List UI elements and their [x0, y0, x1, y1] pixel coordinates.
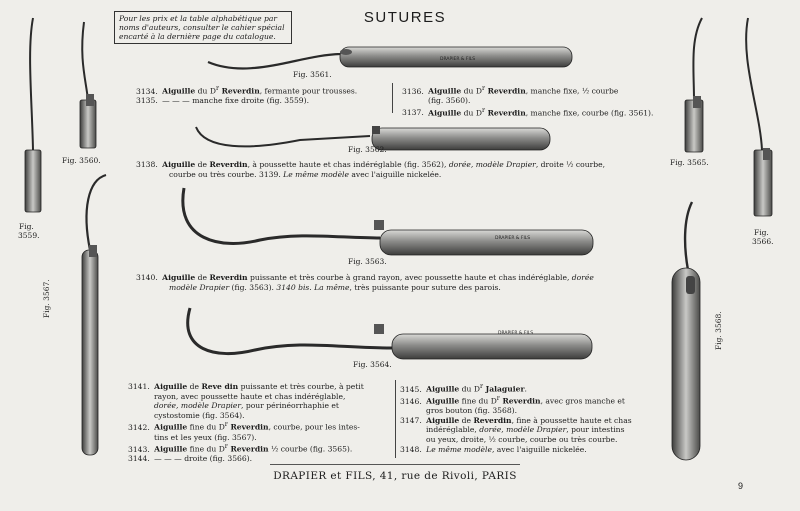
entry-number: 3147. — [400, 415, 422, 425]
entry-name: Reverdin — [218, 86, 260, 96]
entry-italic: dorée, modèle Drapier — [154, 401, 242, 411]
fig-label-3565: Fig. 3565. — [670, 158, 709, 167]
entries-left-column — [128, 382, 390, 464]
notice-line-3: encarté à la dernière page du catalogue. — [119, 32, 276, 41]
entry-rest: , à poussette haute et chas indéréglable (fig. 3562), — [247, 160, 449, 169]
entry-mid: fine du D — [459, 396, 497, 406]
price-notice-box — [114, 11, 292, 44]
fig-label-3567: Fig. 3567. — [42, 279, 51, 318]
column-divider — [395, 380, 396, 458]
entry-rest: , manche fixe, ½ courbe — [525, 86, 619, 96]
entry-italic: La même — [311, 282, 350, 292]
entry-line3: , pour périnéorrhaphie et — [241, 401, 339, 411]
entry-rest: ½ courbe (fig. 3565). — [268, 444, 353, 454]
entry-name: Reverdin — [484, 86, 526, 96]
entries-right-column — [400, 382, 670, 454]
entry-name: Reverdin — [484, 108, 526, 118]
page-number: 9 — [738, 481, 744, 491]
entry-line2: rayon, avec poussette haute et chas indéréglable, — [154, 391, 346, 401]
footer-rule — [270, 464, 520, 465]
entry-3140 — [136, 273, 594, 292]
entry-number: 3136. — [402, 86, 424, 96]
footer-address: DRAPIER et FILS, 41, rue de Rivoli, PARIS — [273, 470, 517, 482]
entry-italic: Le même modèle — [426, 444, 492, 454]
entry-name: Reverdin — [499, 396, 541, 406]
entry-mid: du D — [195, 86, 216, 96]
needle-fig-3564 — [188, 308, 592, 359]
fig-label-3566-a: Fig. — [754, 228, 769, 237]
fig-label-3561: Fig. 3561. — [293, 70, 332, 79]
needle-fig-3559 — [25, 18, 41, 212]
entry-italic: dorée, modèle Drapier — [479, 425, 567, 435]
entry-head: Aiguille — [154, 382, 188, 391]
entry-head: Aiguille — [154, 444, 188, 454]
entry-head: Aiguille — [162, 273, 196, 282]
entry-number: 3142. — [128, 422, 150, 432]
entry-mid: de — [187, 382, 202, 391]
entry-line3: ou yeux, droite, ½ courbe, courbe ou très courbe. — [426, 435, 618, 445]
entry-sup: r — [481, 85, 485, 92]
entry-number: 3145. — [400, 384, 422, 394]
fig-label-3568: Fig. 3568. — [714, 311, 723, 350]
fig-label-3559-a: Fig. — [19, 222, 34, 231]
entry-italic: Le même modèle — [280, 169, 349, 179]
entry-italic: modèle Drapier — [169, 282, 230, 292]
entry-mid: de — [195, 273, 210, 282]
entry-rest: — — — manche fixe droite (fig. 3559). — [162, 96, 309, 106]
entry-mid: du D — [459, 384, 480, 394]
entry-sup: r — [215, 85, 219, 92]
column-divider — [392, 83, 393, 113]
page-title: SUTURES — [363, 9, 447, 26]
entry-number: 3144. — [128, 454, 150, 464]
entry-line2: , très puissante pour suture des parois. — [349, 282, 501, 292]
needle-fig-3567 — [82, 175, 106, 455]
engraving-3561: DRAPIER & FILS — [440, 57, 476, 62]
entry-rest: puissante et très courbe, à petit — [238, 382, 364, 391]
entry-line2: avec l'aiguille nickelée. — [348, 169, 442, 179]
entry-head: Aiguille — [426, 415, 460, 425]
entry-head: Aiguille — [154, 422, 188, 432]
entry-number: 3146. — [400, 396, 422, 406]
entry-sup: r — [479, 383, 483, 390]
fig-label-3564: Fig. 3564. — [353, 360, 392, 369]
entry-number: 3137. — [402, 108, 424, 118]
fig-label-3562: Fig. 3562. — [348, 145, 387, 154]
entry-3138 — [136, 160, 605, 179]
entry-mid: du D — [461, 108, 482, 118]
entry-line4: cystostomie (fig. 3564). — [154, 410, 245, 420]
fig-label-3563: Fig. 3563. — [348, 257, 387, 266]
entry-sup: r — [224, 421, 228, 429]
entry-3136 — [402, 84, 653, 118]
entry-line2: , pour intestins — [566, 425, 625, 435]
entry-line2: (fig. 3563). — [229, 282, 277, 292]
notice-line-2: noms d'auteurs, consulter le cahier spécial — [119, 23, 285, 32]
needle-fig-3563 — [183, 188, 593, 255]
entry-head: Aiguille — [428, 108, 462, 118]
entry-number: 3134. — [136, 86, 158, 96]
needle-fig-3566 — [746, 18, 772, 216]
entry-name: Reverdin — [227, 444, 269, 454]
entry-head: Aiguille — [426, 396, 460, 406]
entry-italic: dorée — [571, 273, 594, 282]
entry-number: 3148. — [400, 444, 422, 454]
entry-sup: r — [481, 106, 485, 114]
entry-rest: , droite ½ courbe, — [535, 160, 605, 169]
needle-fig-3560 — [80, 22, 96, 148]
entry-head: Aiguille — [428, 86, 462, 96]
engraving-3564: DRAPIER & FILS — [498, 331, 534, 336]
needle-fig-3561 — [208, 47, 572, 68]
entry-mid: fine du D — [187, 422, 225, 432]
entry-rest: , courbe, pour les intes- — [268, 422, 360, 432]
entry-mid: de — [195, 160, 210, 169]
needle-fig-3565 — [685, 18, 703, 152]
entry-number: 3141. — [128, 382, 150, 391]
notice-line-1: Pour les prix et la table alphabétique par — [119, 14, 278, 23]
entry-number: 3140 bis. — [276, 282, 312, 292]
engraving-3563: DRAPIER & FILS — [495, 236, 531, 241]
entry-number: 3143. — [128, 444, 150, 454]
fig-label-3560: Fig. 3560. — [62, 156, 101, 165]
entry-line2: (fig. 3560). — [428, 96, 471, 106]
entry-rest: — — — droite (fig. 3566). — [154, 454, 253, 464]
entry-rest: , manche fixe, courbe (fig. 3561). — [525, 108, 654, 118]
entry-sup: r — [496, 395, 500, 403]
entry-number: 3139. — [259, 169, 281, 179]
entry-head: Aiguille — [162, 86, 196, 96]
entry-number: 3140. — [136, 273, 158, 282]
entry-name: Reverdin — [209, 273, 248, 282]
entry-rest: . — [524, 384, 527, 394]
entry-sup: r — [224, 443, 228, 451]
entry-line2: indéréglable, — [426, 425, 480, 435]
entry-number: 3138. — [136, 160, 158, 169]
entry-rest: , avec l'aiguille nickelée. — [491, 444, 587, 454]
entry-line2: tins et les yeux (fig. 3567). — [154, 432, 257, 442]
entry-name: Reve din — [201, 382, 239, 391]
entry-mid: du D — [461, 86, 482, 96]
entry-line2: courbe ou très courbe. — [169, 169, 260, 179]
entry-rest: puissante et très courbe à grand rayon, avec poussette haute et chas indéréglable, — [247, 273, 572, 282]
entry-rest: , fine à poussette haute et chas — [511, 415, 632, 425]
entry-head: Aiguille — [162, 160, 196, 169]
entry-name: Reverdin — [209, 160, 248, 169]
entry-3134 — [136, 84, 357, 106]
needle-fig-3568 — [672, 202, 700, 460]
entry-number: 3135. — [136, 96, 158, 106]
entry-italic: dorée, modèle Drapier — [448, 160, 536, 169]
entry-mid: fine du D — [187, 444, 225, 454]
entry-mid: de — [459, 415, 474, 425]
entry-name: Jalaguier — [482, 384, 525, 394]
entry-head: Aiguille — [426, 384, 460, 394]
entry-rest: , avec gros manche et — [540, 396, 625, 406]
entry-name: Reverdin — [227, 422, 269, 432]
fig-label-3559-b: 3559. — [18, 231, 40, 240]
fig-label-3566-b: 3566. — [752, 237, 774, 246]
entry-name: Reverdin — [473, 415, 512, 425]
entry-line2: gros bouton (fig. 3568). — [426, 406, 518, 416]
entry-rest: , fermante pour trousses. — [259, 86, 358, 96]
